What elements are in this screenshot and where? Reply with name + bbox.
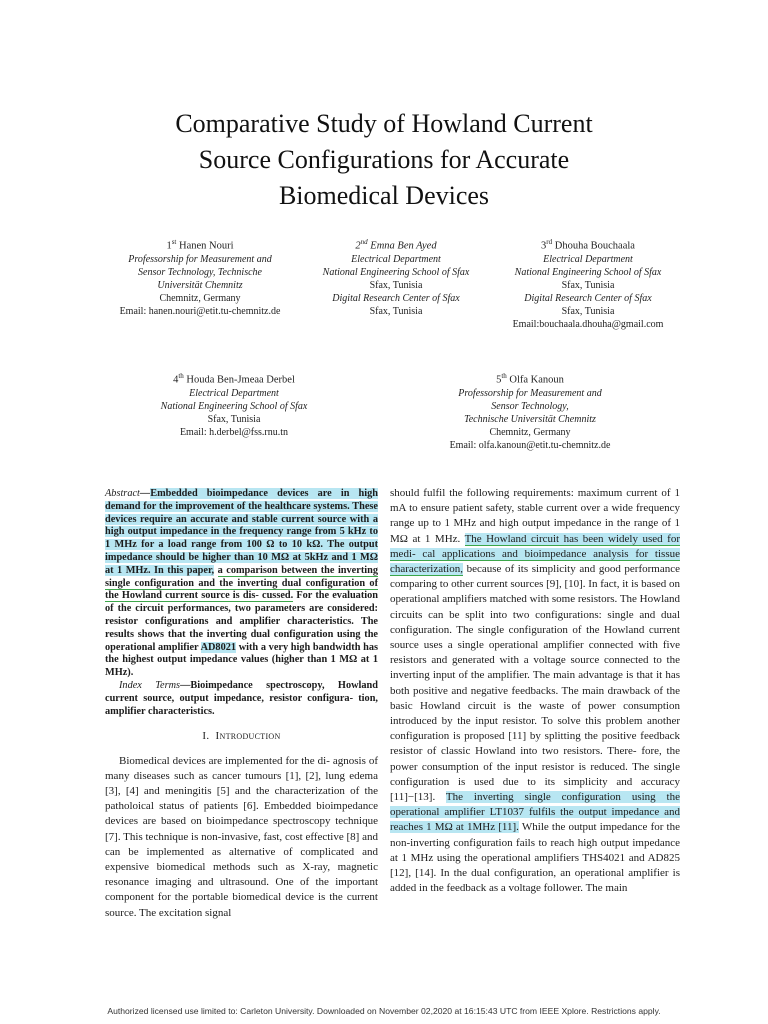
author-location: Chemnitz, Germany bbox=[159, 292, 241, 304]
author-affiliation: Professorship for Measurement and bbox=[458, 387, 602, 399]
index-terms-label: Index Terms bbox=[119, 679, 181, 691]
author-block-1 bbox=[90, 236, 310, 318]
abstract-label: Abstract bbox=[105, 488, 140, 499]
index-terms bbox=[105, 680, 378, 718]
title-line: Biomedical Devices bbox=[278, 181, 490, 210]
author-location: Sfax, Tunisia bbox=[369, 305, 423, 317]
author-name: Emna Ben Ayed bbox=[370, 240, 437, 252]
index-terms-dash: — bbox=[180, 679, 191, 691]
author-name: Houda Ben-Jmeaa Derbel bbox=[186, 374, 295, 386]
author-number: 4 bbox=[173, 374, 179, 386]
section-heading bbox=[105, 729, 378, 744]
author-affiliation: National Engineering School of Sfax bbox=[160, 400, 308, 412]
author-location: Sfax, Tunisia bbox=[561, 279, 615, 291]
abstract bbox=[105, 488, 378, 680]
author-location: Chemnitz, Germany bbox=[489, 426, 571, 438]
author-location: Sfax, Tunisia bbox=[369, 279, 423, 291]
author-affiliation: National Engineering School of Sfax bbox=[514, 266, 662, 278]
author-ordinal: th bbox=[178, 372, 184, 380]
author-ordinal: th bbox=[501, 372, 507, 380]
abstract-chip-highlight: AD8021 bbox=[200, 641, 237, 653]
title-line: Comparative Study of Howland Current bbox=[175, 109, 593, 138]
author-affiliation: Sensor Technology, bbox=[491, 400, 569, 412]
body-text: because of its simplicity and good performance comparing to other current sources [9], [10]. In fact, it is based on operational amplifiers matched with some resistors. The Howland circuits can be split into two configurations: single and dual configuration. The single configuration of the Howland current source uses a single operational amplifier connected with five resistors and generated with a voltage source connected to the inverting input of the amplifier. The main advantage is that it has both positive and negative feedbacks. The main drawback of the basic Howland circuit is the waste of power consumption introduced by the input resistor. To solve this problem another configuration is proposed [11] by splitting the positive feedback resistor of classic Howland into two resistors. There- fore, the power consumption of the input resistor is reduced. The single configuration is used due to its simplicity and accuracy [11]−[13]. bbox=[390, 563, 681, 804]
title-line: Source Configurations for Accurate bbox=[198, 145, 570, 174]
author-location: Sfax, Tunisia bbox=[207, 413, 261, 425]
intro-paragraph: Biomedical devices are implemented for the di- agnosis of many diseases such as cancer tumours [1], [2], lung edema [3], [4] and meningitis [5] and the characterization of the patholoical status of patients [6]. Embedded bioimpedance devices are based on bioimpedance spectroscopy technique [7]. This technique is non-invasive, fast, cost effective [8] and can be implemented as alternative of complicated and expensive biomedical methods such as X-ray, magnetic resonance imaging and ultrasound. One of the important component for the portable biomedical device is the current source. The excitation signal bbox=[105, 754, 378, 919]
author-affiliation: Digital Research Center of Sfax bbox=[524, 292, 652, 304]
body-text: should fulfil the following requirements: maximum current of 1 mA to ensure patient safety, stable current over a wide frequency range up to 1 MHz and high output impedance in the range of 1 MΩ at 1 MHz. bbox=[390, 487, 680, 545]
author-email: Email: hanen.nouri@etit.tu-chemnitz.de bbox=[119, 305, 281, 317]
author-ordinal: nd bbox=[360, 238, 368, 246]
abstract-highlight: Embedded bioimpedance devices are in high demand for the improvement of the healthcare systems. These devices require an accurate and stable current source with a high output impedance in the frequency range from 5 kHz to 1 MHz for a load range from 100 Ω to 10 kΩ. The output impedance should be higher than 10 MΩ at 5kHz and 1 MΩ at 1 MHz. In this paper, bbox=[105, 488, 378, 576]
section-first-letter: I bbox=[215, 730, 220, 743]
abstract-underline: a comparison between the inverting single configuration and the inverting dual configuration of the Howland current source is dis- cussed. bbox=[105, 564, 378, 602]
body-paragraph bbox=[390, 486, 680, 896]
author-location: Sfax, Tunisia bbox=[561, 305, 615, 317]
author-affiliation: Electrical Department bbox=[543, 253, 633, 265]
author-block-5 bbox=[420, 370, 640, 452]
section-number: I. bbox=[202, 730, 210, 743]
author-affiliation: Sensor Technology, Technische bbox=[138, 266, 262, 278]
author-ordinal: st bbox=[171, 238, 177, 246]
author-affiliation: Technische Universität Chemnitz bbox=[464, 413, 596, 425]
author-block-2 bbox=[286, 236, 506, 318]
body-highlight: The Howland circuit has been widely used for medi- cal applications and bioimpedance analysis for tissue characterization, bbox=[390, 532, 680, 576]
author-name: Olfa Kanoun bbox=[509, 374, 564, 386]
author-block-3 bbox=[478, 236, 698, 331]
abstract-text: For the evaluation of the circuit performances, two parameters are considered: resistor configurations and amplifier characteristics. The results shows that the inverting dual configuration using the operational amplifier bbox=[105, 590, 378, 653]
author-email: Email:bouchaala.dhouha@gmail.com bbox=[512, 318, 664, 330]
right-column bbox=[390, 486, 680, 896]
author-block-4 bbox=[124, 370, 344, 439]
author-affiliation: Electrical Department bbox=[189, 387, 279, 399]
author-name: Dhouha Bouchaala bbox=[554, 240, 635, 252]
author-email: Email: olfa.kanoun@etit.tu-chemnitz.de bbox=[449, 439, 611, 451]
author-email: Email: h.derbel@fss.rnu.tn bbox=[179, 426, 289, 438]
author-ordinal: rd bbox=[546, 238, 553, 246]
author-affiliation: Digital Research Center of Sfax bbox=[332, 292, 460, 304]
body-text: While the output impedance for the non-inverting configuration fails to reach high output impedance at 1 MHz using the operational amplifiers THS4021 and AD825 [12], [14]. In the dual configuration, an operational amplifier is added in the feedback as a voltage follower. The main bbox=[390, 821, 680, 895]
author-number: 3 bbox=[541, 240, 547, 252]
author-number: 1 bbox=[166, 240, 172, 252]
author-affiliation: Professorship for Measurement and bbox=[128, 253, 272, 265]
author-number: 5 bbox=[496, 374, 502, 386]
paper-title bbox=[84, 106, 684, 214]
author-affiliation: Electrical Department bbox=[351, 253, 441, 265]
footer-license: Authorized licensed use limited to: Carleton University. Downloaded on November 02,2020 at 16:15:43 UTC from IEEE Xplore. Restrictions apply. bbox=[107, 1006, 661, 1016]
left-column bbox=[105, 488, 378, 921]
section-title: ntroduction bbox=[219, 730, 281, 743]
index-terms-text: Bioimpedance spectroscopy, Howland current source, output impedance, resistor configura- tion, amplifier characteristics. bbox=[105, 679, 378, 717]
author-number: 2 bbox=[355, 240, 361, 252]
abstract-dash: — bbox=[139, 488, 151, 499]
author-affiliation: Universität Chemnitz bbox=[157, 279, 243, 291]
author-affiliation: National Engineering School of Sfax bbox=[322, 266, 470, 278]
abstract-text: with a very high bandwidth has the highest output impedance values (higher than 1 MΩ at 1 MHz). bbox=[105, 641, 378, 679]
body-highlight: The inverting single configuration using the operational amplifier LT1037 fulfils the output impedance and reaches 1 MΩ at 1MHz [11]. bbox=[390, 791, 680, 834]
author-name: Hanen Nouri bbox=[179, 240, 234, 252]
